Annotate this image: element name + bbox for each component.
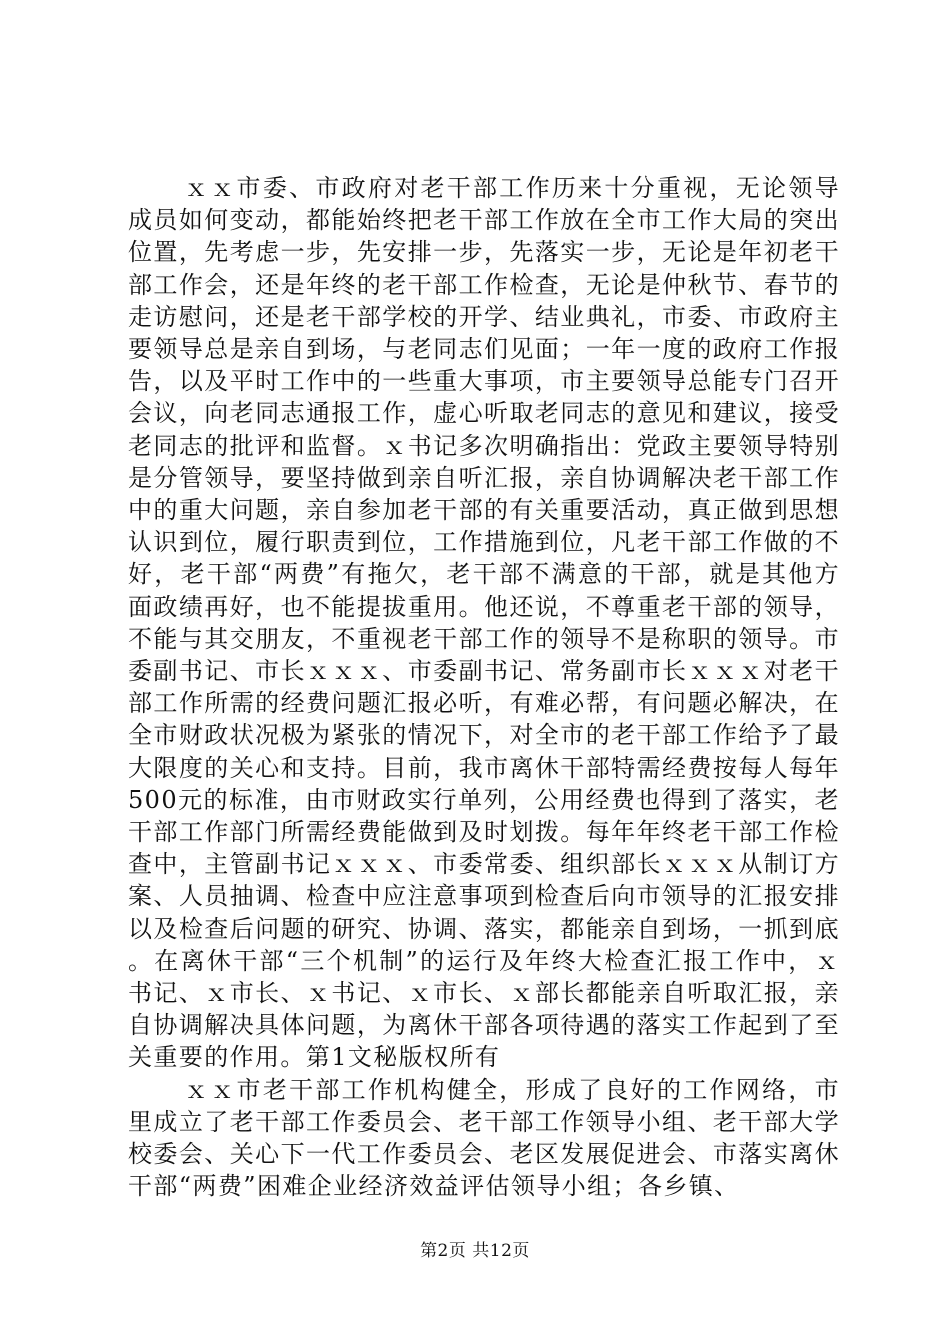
paragraph-2: ｘｘ市老干部工作机构健全，形成了良好的工作网络，市里成立了老干部工作委员会、老干部工作领导小组、老干部大学校委会、关心下一代工作委员会、老区发展促进会、市落实离休干部“两费”困难企业经济效益评估领导小组；各乡镇、 [128,1075,840,1201]
page-number-footer: 第2页 共12页 [420,1241,530,1261]
paragraph-1: ｘｘ市委、市政府对老干部工作历来十分重视，无论领导成员如何变动，都能始终把老干部工作放在全市工作大局的突出位置，先考虑一步，先安排一步，先落实一步，无论是年初老干部工作会，还是年终的老干部工作检查，无论是仲秋节、春节的走访慰问，还是老干部学校的开学、结业典礼，市委、市政府主要领导总是亲自到场，与老同志们见面；一年一度的政府工作报告，以及平时工作中的一些重大事项，市主要领导总能专门召开会议，向老同志通报工作，虚心听取老同志的意见和建议，接受老同志的批评和监督。ｘ书记多次明确指出：党政主要领导特别是分管领导，要坚持做到亲自听汇报，亲自协调解决老干部工作中的重大问题，亲自参加老干部的有关重要活动，真正做到思想认识到位，履行职责到位，工作措施到位，凡老干部工作做的不好，老干部“两费”有拖欠，老干部不满意的干部，就是其他方面政绩再好，也不能提拔重用。他还说，不尊重老干部的领导，不能与其交朋友，不重视老干部工作的领导不是称职的领导。市委副书记、市长ｘｘｘ、市委副书记、常务副市长ｘｘｘ对老干部工作所需的经费问题汇报必听，有难必帮，有问题必解决，在全市财政状况极为紧张的情况下，对全市的老干部工作给予了最大限度的关心和支持。目前，我市离休干部特需经费按每人每年500元的标准，由市财政实行单列，公用经费也得到了落实，老干部工作部门所需经费能做到及时划拨。每年年终老干部工作检查中，主管副书记ｘｘｘ、市委常委、组织部长ｘｘｘ从制订方案、人员抽调、检查中应注意事项到检查后向市领导的汇报安排以及检查后问题的研究、协调、落实，都能亲自到场，一抓到底。在离休干部“三个机制”的运行及年终大检查汇报工作中，ｘ书记、ｘ市长、ｘ书记、ｘ市长、ｘ部长都能亲自听取汇报，亲自协调解决具体问题，为离休干部各项待遇的落实工作起到了至关重要的作用。第1文秘版权所有 [128,174,840,1072]
body-text [128,172,840,1203]
